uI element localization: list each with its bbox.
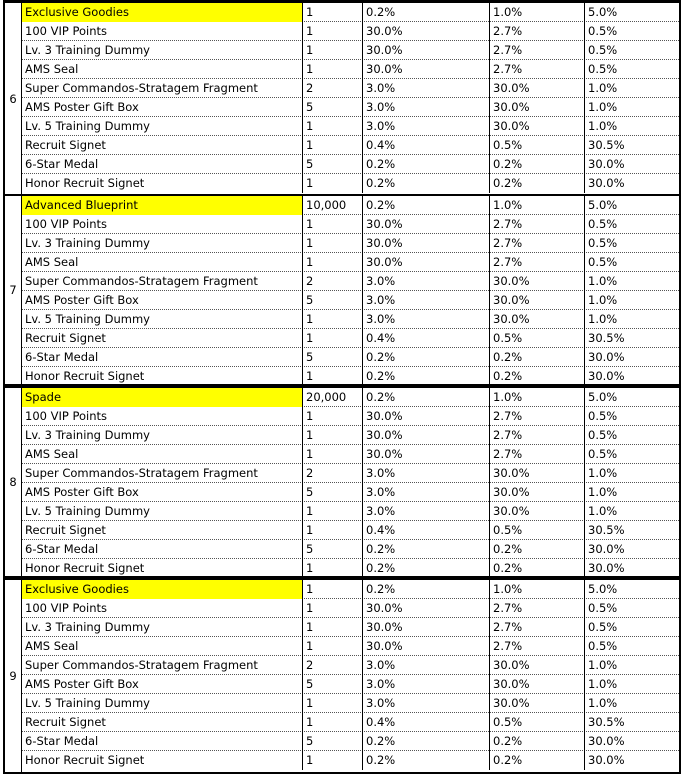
group-number[interactable]: 8 [5,388,22,576]
rate-cell-3[interactable]: 0.5% [588,24,618,38]
quantity-cell[interactable]: 1 [303,234,363,253]
rate-cell-1[interactable]: 3.0% [363,483,490,502]
table-row [22,98,679,117]
table-row [22,694,679,713]
item-name-cell[interactable]: Lv. 3 Training Dummy [22,41,303,60]
item-name-cell[interactable]: AMS Poster Gift Box [22,98,303,117]
rate-cell-1[interactable]: 3.0% [363,291,490,310]
table-row [22,174,679,193]
table-row-featured [22,580,679,599]
rate-cell-2[interactable]: 2.7% [490,215,585,234]
table-row-featured [22,388,679,407]
rate-cell-3[interactable]: 1.0% [588,485,618,499]
item-name-cell[interactable]: Exclusive Goodies [22,3,303,22]
quantity-cell[interactable]: 1 [303,426,363,445]
item-name-cell[interactable]: Honor Recruit Signet [22,174,303,193]
quantity-cell[interactable]: 1 [303,3,363,22]
rate-cell-3[interactable]: 30.5% [588,331,625,345]
rate-cell-2[interactable]: 0.2% [490,732,585,751]
rate-cell-3[interactable]: 30.5% [588,138,625,152]
rate-cell-1[interactable]: 0.2% [363,196,490,215]
reward-group [3,194,681,386]
rate-cell-2[interactable]: 30.0% [490,694,585,713]
rate-cell-1[interactable]: 3.0% [363,79,490,98]
quantity-cell[interactable]: 1 [303,253,363,272]
item-name-cell[interactable]: Spade [22,388,303,407]
rate-cell-2[interactable]: 30.0% [490,502,585,521]
rate-cell-3[interactable]: 1.0% [588,81,618,95]
quantity-cell[interactable]: 2 [303,464,363,483]
rate-cell-3[interactable]: 1.0% [588,504,618,518]
quantity-cell[interactable]: 5 [303,675,363,694]
quantity-cell[interactable]: 1 [303,637,363,656]
rate-cell-1[interactable]: 0.2% [363,174,490,193]
group-rows [22,196,679,386]
quantity-cell[interactable]: 1 [303,521,363,540]
rate-cell-1[interactable]: 30.0% [363,22,490,41]
rate-cell-3[interactable]: 0.5% [588,255,618,269]
rate-cell-2[interactable]: 1.0% [490,388,585,407]
table-row [22,272,679,291]
quantity-cell[interactable]: 1 [303,41,363,60]
table-row [22,483,679,502]
rate-cell-2[interactable]: 2.7% [490,253,585,272]
rate-cell-3[interactable]: 30.0% [588,542,625,556]
item-name-cell[interactable]: Recruit Signet [22,713,303,732]
table-row-featured [22,3,679,22]
item-name-cell[interactable]: Honor Recruit Signet [22,751,303,770]
rate-cell-1[interactable]: 3.0% [363,464,490,483]
item-name-cell[interactable]: Honor Recruit Signet [22,367,303,386]
item-name-cell[interactable]: Recruit Signet [22,329,303,348]
rate-cell-3[interactable]: 30.0% [588,734,625,748]
quantity-cell[interactable]: 1 [303,599,363,618]
table-row [22,117,679,136]
item-name-cell[interactable]: Lv. 5 Training Dummy [22,310,303,329]
quantity-cell[interactable]: 1 [303,22,363,41]
table-row [22,407,679,426]
rate-cell-2[interactable]: 30.0% [490,483,585,502]
item-name-cell[interactable]: Lv. 3 Training Dummy [22,234,303,253]
rate-cell-1[interactable]: 0.2% [363,367,490,386]
rate-cell-3[interactable]: 0.5% [588,620,618,634]
rate-cell-1[interactable]: 0.2% [363,580,490,599]
rate-cell-2[interactable]: 1.0% [490,3,585,22]
rate-cell-2[interactable]: 0.2% [490,174,585,193]
rate-cell-3[interactable]: 1.0% [588,696,618,710]
rate-cell-1[interactable]: 0.2% [363,348,490,367]
rate-cell-3[interactable]: 30.0% [588,561,625,575]
rate-cell-3[interactable]: 5.0% [588,582,618,596]
rate-cell-1[interactable]: 0.4% [363,136,490,155]
quantity-cell[interactable]: 1 [303,580,363,599]
rate-cell-2[interactable]: 1.0% [490,580,585,599]
rate-cell-1[interactable]: 0.4% [363,521,490,540]
rate-cell-3[interactable]: 0.5% [588,43,618,57]
item-name-cell[interactable]: Lv. 3 Training Dummy [22,426,303,445]
rate-cell-1[interactable]: 30.0% [363,253,490,272]
reward-group [3,578,681,774]
rate-cell-1[interactable]: 0.2% [363,388,490,407]
item-name-cell[interactable]: Lv. 5 Training Dummy [22,694,303,713]
rate-cell-1[interactable]: 3.0% [363,310,490,329]
quantity-cell[interactable]: 1 [303,559,363,578]
table-row [22,234,679,253]
rate-cell-2[interactable]: 2.7% [490,407,585,426]
item-name-cell[interactable]: 100 VIP Points [22,407,303,426]
rate-cell-3[interactable]: 0.5% [588,236,618,250]
quantity-cell[interactable]: 1 [303,174,363,193]
item-name-cell[interactable]: AMS Seal [22,253,303,272]
rate-cell-3[interactable]: 0.5% [588,409,618,423]
table-row [22,291,679,310]
rate-cell-3[interactable]: 30.0% [588,369,625,383]
quantity-cell[interactable]: 5 [303,540,363,559]
rate-cell-2[interactable]: 2.7% [490,22,585,41]
quantity-cell[interactable]: 5 [303,155,363,174]
table-row [22,348,679,367]
rate-cell-1[interactable]: 30.0% [363,599,490,618]
rate-cell-2[interactable]: 30.0% [490,464,585,483]
quantity-cell[interactable]: 5 [303,98,363,117]
table-row [22,426,679,445]
rate-cell-3[interactable]: 1.0% [588,293,618,307]
quantity-cell[interactable]: 1 [303,751,363,770]
reward-group [3,0,681,196]
rate-cell-1[interactable]: 3.0% [363,675,490,694]
quantity-cell[interactable]: 1 [303,60,363,79]
item-name-cell[interactable]: Super Commandos-Stratagem Fragment [22,79,303,98]
table-row [22,559,679,578]
item-name-cell[interactable]: 6-Star Medal [22,540,303,559]
item-name-cell[interactable]: Super Commandos-Stratagem Fragment [22,656,303,675]
rate-cell-1[interactable]: 30.0% [363,426,490,445]
table-row [22,22,679,41]
quantity-cell[interactable]: 20,000 [303,388,363,407]
table-row [22,732,679,751]
rate-cell-1[interactable]: 30.0% [363,41,490,60]
group-rows [22,3,679,193]
quantity-cell[interactable]: 1 [303,407,363,426]
quantity-cell[interactable]: 5 [303,291,363,310]
item-name-cell[interactable]: AMS Seal [22,637,303,656]
item-name-cell[interactable]: Advanced Blueprint [22,196,303,215]
rate-cell-2[interactable]: 0.2% [490,367,585,386]
rate-cell-2[interactable]: 0.2% [490,540,585,559]
item-name-cell[interactable]: 100 VIP Points [22,215,303,234]
rate-cell-1[interactable]: 3.0% [363,272,490,291]
rate-cell-2[interactable]: 2.7% [490,599,585,618]
rate-cell-3[interactable]: 1.0% [588,312,618,326]
table-row [22,329,679,348]
rate-cell-1[interactable]: 0.2% [363,155,490,174]
rate-cell-3[interactable]: 5.0% [588,198,618,212]
rate-cell-2[interactable]: 0.5% [490,521,585,540]
table-row [22,502,679,521]
quantity-cell[interactable]: 2 [303,656,363,675]
quantity-cell[interactable]: 5 [303,348,363,367]
rate-cell-1[interactable]: 0.2% [363,559,490,578]
table-row [22,445,679,464]
rate-cell-3[interactable]: 0.5% [588,601,618,615]
rate-cell-1[interactable]: 0.2% [363,540,490,559]
group-number[interactable]: 9 [5,580,22,772]
quantity-cell[interactable]: 1 [303,445,363,464]
item-name-cell[interactable]: 6-Star Medal [22,348,303,367]
item-name-cell[interactable]: Honor Recruit Signet [22,559,303,578]
table-row [22,618,679,637]
rate-cell-3[interactable]: 30.5% [588,715,625,729]
rate-cell-3[interactable]: 30.5% [588,523,625,537]
rate-cell-3[interactable]: 1.0% [588,119,618,133]
table-row [22,751,679,770]
rate-cell-2[interactable]: 30.0% [490,79,585,98]
rate-cell-2[interactable]: 0.5% [490,329,585,348]
rate-cell-3[interactable]: 1.0% [588,100,618,114]
rate-cell-1[interactable]: 30.0% [363,637,490,656]
rate-cell-1[interactable]: 0.4% [363,329,490,348]
item-name-cell[interactable]: 100 VIP Points [22,599,303,618]
item-name-cell[interactable]: Exclusive Goodies [22,580,303,599]
rate-cell-1[interactable]: 30.0% [363,60,490,79]
rate-cell-2[interactable]: 0.2% [490,751,585,770]
rate-cell-1[interactable]: 3.0% [363,694,490,713]
table-row [22,656,679,675]
rate-cell-2[interactable]: 30.0% [490,675,585,694]
quantity-cell[interactable]: 5 [303,483,363,502]
rate-cell-2[interactable]: 1.0% [490,196,585,215]
rate-cell-2[interactable]: 0.5% [490,136,585,155]
rate-cell-3[interactable]: 30.0% [588,350,625,364]
rate-cell-3[interactable]: 0.5% [588,639,618,653]
rate-cell-3[interactable]: 30.0% [588,157,625,171]
rate-cell-2[interactable]: 2.7% [490,445,585,464]
rate-cell-1[interactable]: 0.2% [363,751,490,770]
rate-cell-3[interactable]: 0.5% [588,447,618,461]
rate-cell-2[interactable]: 0.2% [490,348,585,367]
table-row [22,253,679,272]
rate-cell-3[interactable]: 0.5% [588,428,618,442]
table-row [22,521,679,540]
rate-cell-2[interactable]: 2.7% [490,637,585,656]
quantity-cell[interactable]: 1 [303,618,363,637]
rate-cell-1[interactable]: 30.0% [363,215,490,234]
quantity-cell[interactable]: 1 [303,502,363,521]
group-rows [22,580,679,770]
item-name-cell[interactable]: Lv. 3 Training Dummy [22,618,303,637]
rate-cell-3[interactable]: 30.0% [588,176,625,190]
table-row-featured [22,196,679,215]
rate-cell-2[interactable]: 30.0% [490,291,585,310]
rate-cell-1[interactable]: 3.0% [363,502,490,521]
rate-cell-3[interactable]: 0.5% [588,217,618,231]
table-row [22,136,679,155]
rate-cell-1[interactable]: 3.0% [363,117,490,136]
rate-cell-3[interactable]: 0.5% [588,62,618,76]
rate-cell-3[interactable]: 5.0% [588,5,618,19]
rate-cell-3[interactable]: 5.0% [588,390,618,404]
quantity-cell[interactable]: 10,000 [303,196,363,215]
item-name-cell[interactable]: Recruit Signet [22,136,303,155]
rate-cell-2[interactable]: 2.7% [490,234,585,253]
rate-cell-1[interactable]: 3.0% [363,98,490,117]
item-name-cell[interactable]: 6-Star Medal [22,732,303,751]
rate-cell-3[interactable]: 1.0% [588,466,618,480]
rate-cell-1[interactable]: 30.0% [363,234,490,253]
rate-cell-2[interactable]: 0.5% [490,713,585,732]
item-name-cell[interactable]: AMS Poster Gift Box [22,675,303,694]
quantity-cell[interactable]: 1 [303,136,363,155]
rate-cell-1[interactable]: 3.0% [363,656,490,675]
table-row [22,60,679,79]
item-name-cell[interactable]: Recruit Signet [22,521,303,540]
quantity-cell[interactable]: 1 [303,215,363,234]
rate-cell-3[interactable]: 30.0% [588,753,625,767]
table-row [22,540,679,559]
table-row [22,79,679,98]
rate-cell-2[interactable]: 2.7% [490,618,585,637]
rate-cell-3[interactable]: 1.0% [588,658,618,672]
item-name-cell[interactable]: AMS Poster Gift Box [22,483,303,502]
group-number[interactable]: 7 [5,196,22,384]
table-row [22,599,679,618]
rate-cell-1[interactable]: 30.0% [363,407,490,426]
rate-cell-2[interactable]: 0.2% [490,559,585,578]
rate-cell-1[interactable]: 30.0% [363,445,490,464]
group-rows [22,388,679,578]
quantity-cell[interactable]: 1 [303,694,363,713]
quantity-cell[interactable]: 1 [303,713,363,732]
quantity-cell[interactable]: 1 [303,329,363,348]
table-row [22,675,679,694]
item-name-cell[interactable]: 100 VIP Points [22,22,303,41]
rate-cell-2[interactable]: 2.7% [490,60,585,79]
item-name-cell[interactable]: Super Commandos-Stratagem Fragment [22,464,303,483]
rate-cell-2[interactable]: 2.7% [490,41,585,60]
rate-cell-2[interactable]: 30.0% [490,310,585,329]
table-row [22,215,679,234]
quantity-cell[interactable]: 1 [303,117,363,136]
item-name-cell[interactable]: Lv. 5 Training Dummy [22,117,303,136]
rate-cell-2[interactable]: 30.0% [490,656,585,675]
table-row [22,41,679,60]
rate-cell-2[interactable]: 30.0% [490,272,585,291]
item-name-cell[interactable]: AMS Seal [22,445,303,464]
rate-cell-1[interactable]: 30.0% [363,618,490,637]
table-row [22,637,679,656]
item-name-cell[interactable]: AMS Seal [22,60,303,79]
quantity-cell[interactable]: 2 [303,272,363,291]
rate-cell-3[interactable]: 1.0% [588,274,618,288]
item-name-cell[interactable]: AMS Poster Gift Box [22,291,303,310]
group-number[interactable]: 6 [5,3,22,194]
rate-cell-3[interactable]: 1.0% [588,677,618,691]
item-name-cell[interactable]: Super Commandos-Stratagem Fragment [22,272,303,291]
item-name-cell[interactable]: 6-Star Medal [22,155,303,174]
table-row [22,367,679,386]
table-row [22,155,679,174]
rate-cell-2[interactable]: 30.0% [490,117,585,136]
table-row [22,713,679,732]
reward-group [3,386,681,578]
quantity-cell[interactable]: 5 [303,732,363,751]
quantity-cell[interactable]: 1 [303,367,363,386]
table-row [22,464,679,483]
rate-cell-1[interactable]: 0.2% [363,732,490,751]
table-row [22,310,679,329]
item-name-cell[interactable]: Lv. 5 Training Dummy [22,502,303,521]
rate-cell-2[interactable]: 30.0% [490,98,585,117]
rate-cell-2[interactable]: 0.2% [490,155,585,174]
rate-cell-2[interactable]: 2.7% [490,426,585,445]
quantity-cell[interactable]: 2 [303,79,363,98]
rate-cell-1[interactable]: 0.4% [363,713,490,732]
quantity-cell[interactable]: 1 [303,310,363,329]
rate-cell-1[interactable]: 0.2% [363,3,490,22]
